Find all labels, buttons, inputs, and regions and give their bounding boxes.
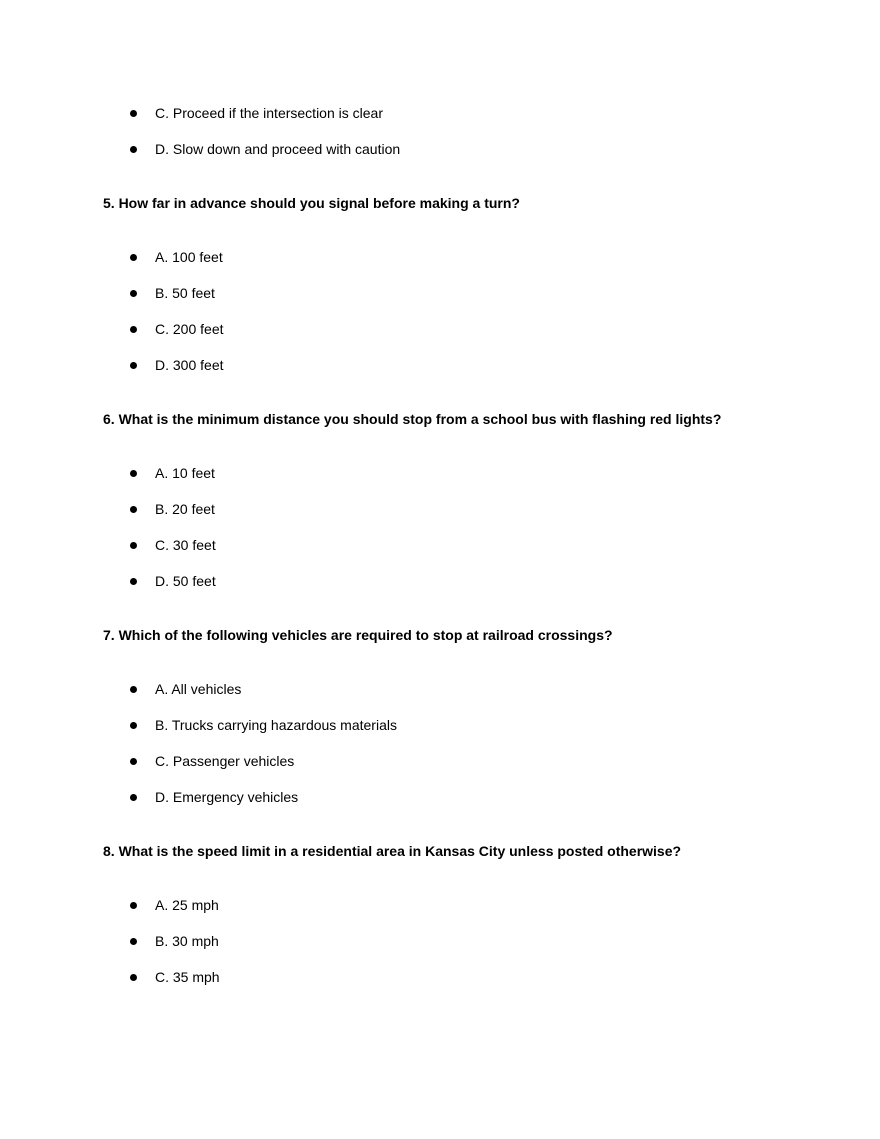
- answer-option: [103, 923, 777, 959]
- bullet-icon: [130, 938, 137, 945]
- answer-option: [103, 311, 777, 347]
- answer-option: [103, 347, 777, 383]
- question-6-text: 6. What is the minimum distance you should stop from a school bus with flashing red lights?: [103, 411, 722, 427]
- question-5-options: [103, 239, 777, 383]
- answer-option: [103, 887, 777, 923]
- bullet-icon: [130, 686, 137, 693]
- answer-option-label: D. 300 feet: [155, 357, 224, 373]
- answer-option: [103, 671, 777, 707]
- answer-option: [103, 743, 777, 779]
- bullet-icon: [130, 902, 137, 909]
- bullet-icon: [130, 326, 137, 333]
- bullet-icon: [130, 146, 137, 153]
- bullet-icon: [130, 290, 137, 297]
- question-5-text: 5. How far in advance should you signal before making a turn?: [103, 195, 520, 211]
- answer-option: [103, 131, 777, 167]
- answer-option-label: D. Emergency vehicles: [155, 789, 299, 805]
- bullet-icon: [130, 362, 137, 369]
- answer-option-label: C. 30 feet: [155, 537, 216, 553]
- bullet-icon: [130, 254, 137, 261]
- answer-option: [103, 275, 777, 311]
- answer-option: [103, 959, 777, 995]
- bullet-icon: [130, 758, 137, 765]
- answer-option: [103, 779, 777, 815]
- question-4-options-partial: [103, 95, 777, 167]
- answer-option-label: A. All vehicles: [155, 681, 242, 697]
- answer-option: [103, 95, 777, 131]
- answer-option-label: C. Passenger vehicles: [155, 753, 295, 769]
- question-6-options: [103, 455, 777, 599]
- question-8-text: 8. What is the speed limit in a residential area in Kansas City unless posted otherwise?: [103, 843, 682, 859]
- question-7-options: [103, 671, 777, 815]
- answer-option-label: D. Slow down and proceed with caution: [155, 141, 401, 157]
- answer-option: [103, 491, 777, 527]
- answer-option: [103, 455, 777, 491]
- answer-option-label: A. 10 feet: [155, 465, 215, 481]
- bullet-icon: [130, 110, 137, 117]
- answer-option-label: C. 200 feet: [155, 321, 224, 337]
- bullet-icon: [130, 974, 137, 981]
- question-7-text: 7. Which of the following vehicles are required to stop at railroad crossings?: [103, 627, 613, 643]
- bullet-icon: [130, 578, 137, 585]
- answer-option-label: C. Proceed if the intersection is clear: [155, 105, 383, 121]
- answer-option-label: B. 50 feet: [155, 285, 215, 301]
- bullet-icon: [130, 470, 137, 477]
- answer-option-label: C. 35 mph: [155, 969, 220, 985]
- answer-option-label: D. 50 feet: [155, 573, 216, 589]
- answer-option: [103, 527, 777, 563]
- bullet-icon: [130, 542, 137, 549]
- answer-option: [103, 239, 777, 275]
- bullet-icon: [130, 722, 137, 729]
- answer-option-label: B. Trucks carrying hazardous materials: [155, 717, 397, 733]
- answer-option-label: A. 100 feet: [155, 249, 223, 265]
- bullet-icon: [130, 794, 137, 801]
- answer-option: [103, 563, 777, 599]
- answer-option: [103, 707, 777, 743]
- bullet-icon: [130, 506, 137, 513]
- answer-option-label: B. 20 feet: [155, 501, 215, 517]
- answer-option-label: B. 30 mph: [155, 933, 219, 949]
- answer-option-label: A. 25 mph: [155, 897, 219, 913]
- question-8-options: [103, 887, 777, 995]
